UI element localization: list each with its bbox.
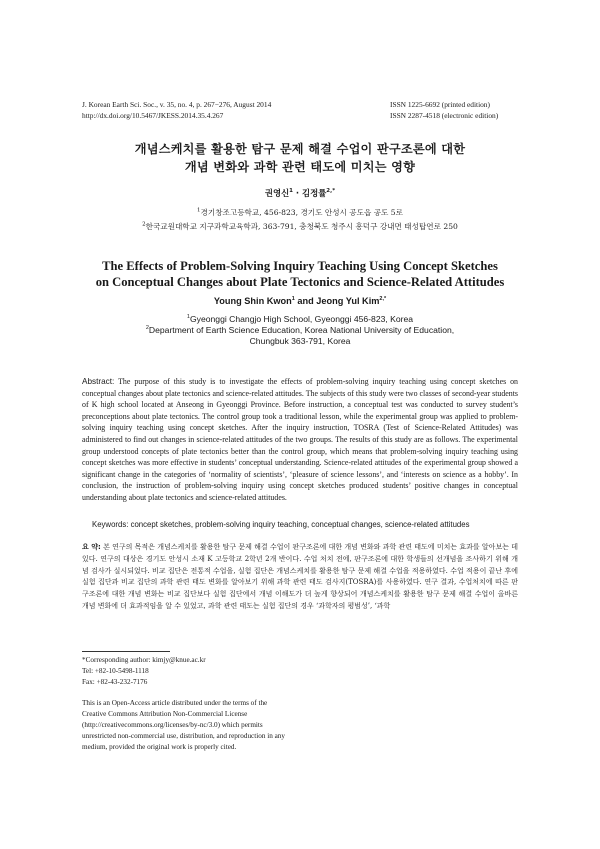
korean-affiliation-2 xyxy=(60,220,540,234)
korean-title-line2: 개념 변화와 과학 관련 태도에 미치는 영향 xyxy=(184,160,416,174)
journal-header-left xyxy=(82,99,271,121)
english-aff1-sup: 1 xyxy=(186,314,190,321)
korean-author-separator: · xyxy=(293,188,303,198)
korean-affiliation-1 xyxy=(60,206,540,220)
abstract-label: Abstract: xyxy=(82,377,115,386)
english-aff2-line1: Department of Earth Science Education, Korea National University of Education, xyxy=(148,325,455,335)
corresponding-author-fax: Fax: +82-43-232-7176 xyxy=(82,678,148,686)
english-author-2-sup: 2,* xyxy=(379,295,387,302)
license-notice: This is an Open-Access article distributed under the terms of the Creative Commons Attribution Non-Commercial License (http://creativecommons.org/licenses/by-nc/3.0) which permits unrestricted non-commercial use, distribution, and reproduction in any medium, provided the original work is properly cited. xyxy=(82,699,285,751)
english-affiliations xyxy=(80,314,520,347)
korean-aff2-sup: 2 xyxy=(142,221,146,228)
english-aff2-sup: 2 xyxy=(145,325,149,332)
korean-author-2-sup: 2,* xyxy=(326,188,336,195)
english-aff1-text: Gyeonggi Changjo High School, Gyeonggi 456-823, Korea xyxy=(189,314,414,324)
korean-aff1-sup: 1 xyxy=(197,207,201,214)
issn-electronic: ISSN 2287-4518 (electronic edition) xyxy=(390,111,499,120)
english-title xyxy=(60,258,540,290)
korean-authors xyxy=(0,187,600,199)
english-author-and: and xyxy=(294,296,317,306)
english-affiliation-1 xyxy=(80,314,520,325)
english-authors xyxy=(0,296,600,306)
abstract-text: The purpose of this study is to investigate the effects of problem-solving inquiry teaching using concept sketches on conceptual changes about plate tectonics and science-related attitudes. The subjects of this study were two classes of second-year students of K high school located at Anseong in Gyeonggi Province. Before instruction, a conceptual test was conducted to survey student’s preconceptions about plate tectonics. The control group took a traditional lesson, while the experimental group was applied to problem-solving inquiry teaching using concept sketches. After the inquiry instruction, TOSRA (Test of Science-Related Attitudes) was administered to find out changes in science-related attitudes of the two groups. The results of this study are as follows. The experimental group understood concepts of plate tectonics better than the control group, which means that problem-solving inquiry teaching using concept sketches was more effective in students’ conceptual understanding. Science-related attitudes of the experimental group showed a significant change in the categories of ‘normality of scientists’, ‘pleasure of science lessons’, and ‘interests on science as a hobby’. In conclusion, the instruction of problem-solving inquiry using concept sketches produced students’ positive changes in conceptual understanding about plate tectonics and science-related attitudes. xyxy=(82,377,518,502)
korean-author-1-sup: 1 xyxy=(289,188,293,195)
korean-aff2-text: 한국교원대학교 지구과학교육학과, 363-791, 충청북도 청주시 흥덕구 강내면 태성탑연로 250 xyxy=(145,222,458,231)
korean-affiliations xyxy=(60,206,540,234)
doi-link[interactable]: http://dx.doi.org/10.5467/JKESS.2014.35.4.267 xyxy=(82,111,224,120)
footnote-divider xyxy=(82,651,170,652)
keywords-label: Keywords: xyxy=(92,520,129,529)
english-affiliation-2-cont: Chungbuk 363-791, Korea xyxy=(249,336,351,346)
corresponding-author-email[interactable]: *Corresponding author: kimjy@knue.ac.kr xyxy=(82,656,206,664)
journal-citation: J. Korean Earth Sci. Soc., v. 35, no. 4, p. 267−276, August 2014 xyxy=(82,100,272,109)
korean-author-1: 권영신 xyxy=(264,188,290,198)
english-title-line2: on Conceptual Changes about Plate Tectonics and Science-Related Attitudes xyxy=(95,275,505,289)
korean-title-line1: 개념스케치를 활용한 탐구 문제 해결 수업이 판구조론에 대한 xyxy=(134,142,466,156)
correspondence-footnote xyxy=(82,655,206,688)
korean-title xyxy=(60,140,540,176)
english-author-2: Jeong Yul Kim xyxy=(316,296,380,306)
korean-author-2: 김정률 xyxy=(302,188,327,198)
korean-abstract-text: 본 연구의 목적은 개념스케치를 활용한 탐구 문제 해결 수업이 판구조론에 대한 개념 변화와 과학 관련 태도에 미치는 효과를 알아보는 데 있다. 연구의 대상은 경기도 안성시 소재 K 고등학교 2학년 2개 반이다. 수업 처치 전에, 판구조론에 대한 학생들의 선개념을 조사하기 위해 개념 검사가 실시되었다. 비교 집단은 전통적 수업을, 실험 집단은 개념스케치를 활용한 탐구 문제 해결 수업을 적용하였다. 수업 적용이 끝난 후에 실험 집단과 비교 집단의 과학 관련 태도 변화를 알아보기 위해 과학 관련 태도 검사지(TOSRA)를 사용하였다. 연구 결과, 수업처치에 따른 판구조론에 대한 개념 변화는 비교 집단보다 실험 집단에서 개념 이해도가 더 높게 향상되어 개념스케치를 활용한 탐구 문제 해결 수업이 올바른 개념 변화에 더 효과적임을 알 수 있었고, 과학 관련 태도는 실험 집단의 경우 ‘과학자의 평범성’, ‘과학 xyxy=(82,543,518,610)
keywords-text: concept sketches, problem-solving inquiry teaching, conceptual changes, science-related attitudes xyxy=(128,520,470,529)
korean-aff1-text: 경기창조고등학교, 456-823, 경기도 안성시 공도읍 공도 5로 xyxy=(200,208,403,217)
english-affiliation-2 xyxy=(80,325,520,336)
keywords xyxy=(92,520,518,529)
english-title-line1: The Effects of Problem-Solving Inquiry Teaching Using Concept Sketches xyxy=(102,259,498,273)
korean-abstract xyxy=(82,542,518,613)
english-author-1: Young Shin Kwon xyxy=(213,296,292,306)
corresponding-author-tel: Tel: +82-10-5498-1118 xyxy=(82,667,149,675)
english-abstract xyxy=(82,376,518,504)
english-author-1-sup: 1 xyxy=(291,295,295,302)
issn-print: ISSN 1225-6692 (printed edition) xyxy=(390,100,490,109)
journal-header-right xyxy=(390,99,498,121)
korean-abstract-label: 요 약: xyxy=(82,543,101,551)
